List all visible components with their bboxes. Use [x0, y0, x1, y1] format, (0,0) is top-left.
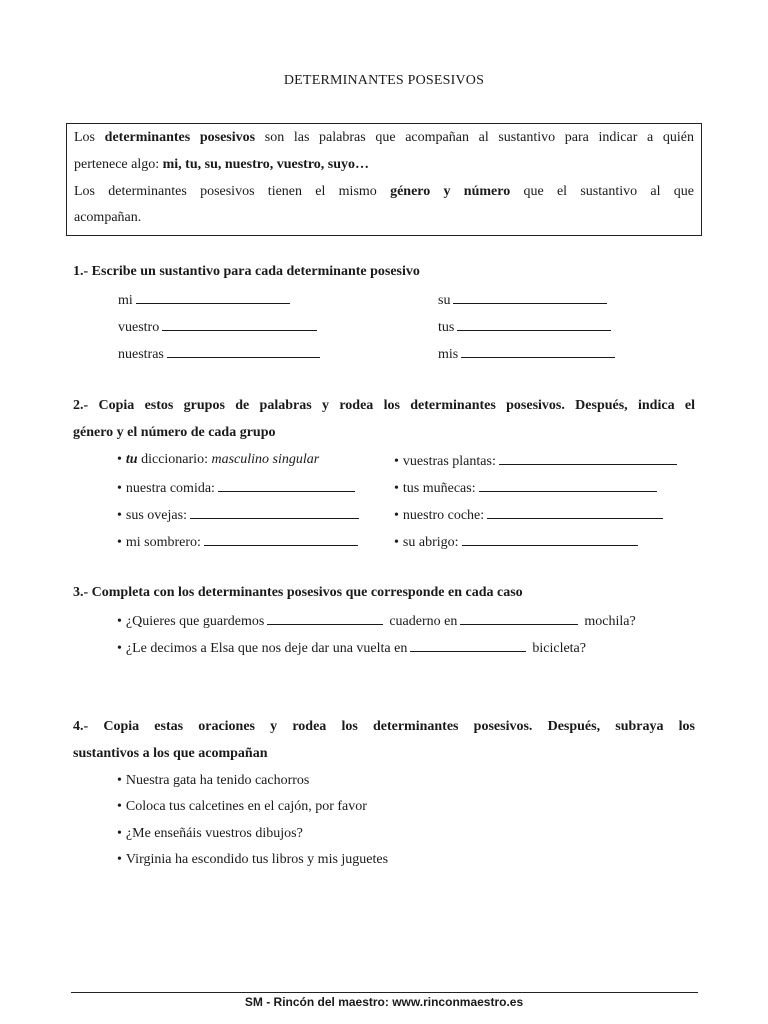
- answer-blank[interactable]: [461, 345, 615, 358]
- definition-line-2: pertenece algo: mi, tu, su, nuestro, vuestro, suyo…: [74, 157, 370, 172]
- definition-box: [66, 123, 702, 236]
- ex3-sentence-2: • ¿Le decimos a Elsa que nos deje dar una vuelta en bicicleta?: [117, 641, 586, 656]
- ex4-sentence: • Virginia ha escondido tus libros y mis juguetes: [117, 852, 389, 867]
- definition-line-3: Los determinantes posesivos tienen el mismo género y número que el sustantivo al que: [74, 184, 694, 199]
- example-answer: masculino singular: [211, 452, 320, 467]
- ex1-item-vuestro: vuestro: [118, 318, 317, 336]
- ex2-item: • mi sombrero:: [117, 533, 358, 551]
- answer-blank[interactable]: [460, 612, 578, 625]
- exercise-4-heading-line-1: 4.- Copia estas oraciones y rodea los determinantes posesivos. Después, subraya los: [73, 719, 695, 734]
- ex2-example-item: • tu diccionario: masculino singular: [117, 452, 320, 467]
- answer-blank[interactable]: [136, 291, 290, 304]
- ex2-item: • nuestra comida:: [117, 479, 355, 497]
- ex4-sentence: • ¿Me enseñáis vuestros dibujos?: [117, 826, 303, 841]
- ex4-sentence: • Coloca tus calcetines en el cajón, por favor: [117, 799, 367, 814]
- answer-blank[interactable]: [453, 291, 607, 304]
- answer-blank[interactable]: [499, 452, 677, 465]
- answer-blank[interactable]: [190, 506, 359, 519]
- exercise-3-heading: 3.- Completa con los determinantes posesivos que corresponde en cada caso: [73, 585, 523, 600]
- definition-line-4: acompañan.: [74, 210, 142, 225]
- answer-blank[interactable]: [167, 345, 320, 358]
- ex2-item: • vuestras plantas:: [394, 452, 677, 470]
- ex4-sentence: • Nuestra gata ha tenido cachorros: [117, 773, 310, 788]
- answer-blank[interactable]: [410, 639, 526, 652]
- exercise-2-heading-line-2: género y el número de cada grupo: [73, 425, 276, 440]
- answer-blank[interactable]: [479, 479, 657, 492]
- answer-blank[interactable]: [218, 479, 355, 492]
- answer-blank[interactable]: [487, 506, 663, 519]
- ex2-item: • tus muñecas:: [394, 479, 657, 497]
- ex2-item: • nuestro coche:: [394, 506, 663, 524]
- page-title: DETERMINANTES POSESIVOS: [283, 73, 485, 88]
- answer-blank[interactable]: [457, 318, 611, 331]
- exercise-4-heading-line-2: sustantivos a los que acompañan: [73, 746, 268, 761]
- ex2-item: • sus ovejas:: [117, 506, 359, 524]
- ex1-item-mi: mi: [118, 291, 290, 309]
- page-footer: SM - Rincón del maestro: www.rinconmaestro.es: [244, 995, 524, 1009]
- ex1-item-su: su: [438, 291, 607, 309]
- definition-line-1: Los determinantes posesivos son las palabras que acompañan al sustantivo para indicar a quién: [74, 130, 695, 145]
- ex1-item-mis: mis: [438, 345, 615, 363]
- ex1-item-nuestras: nuestras: [118, 345, 320, 363]
- exercise-1-heading: 1.- Escribe un sustantivo para cada determinante posesivo: [73, 264, 420, 279]
- ex2-item: • su abrigo:: [394, 533, 638, 551]
- ex3-sentence-1: • ¿Quieres que guardemos cuaderno en mochila?: [117, 614, 636, 629]
- ex1-item-tus: tus: [438, 318, 611, 336]
- answer-blank[interactable]: [204, 533, 358, 546]
- answer-blank[interactable]: [462, 533, 638, 546]
- footer-divider: [71, 992, 698, 993]
- answer-blank[interactable]: [267, 612, 383, 625]
- answer-blank[interactable]: [162, 318, 317, 331]
- exercise-2-heading-line-1: 2.- Copia estos grupos de palabras y rodea los determinantes posesivos. Después, indica el: [73, 398, 695, 413]
